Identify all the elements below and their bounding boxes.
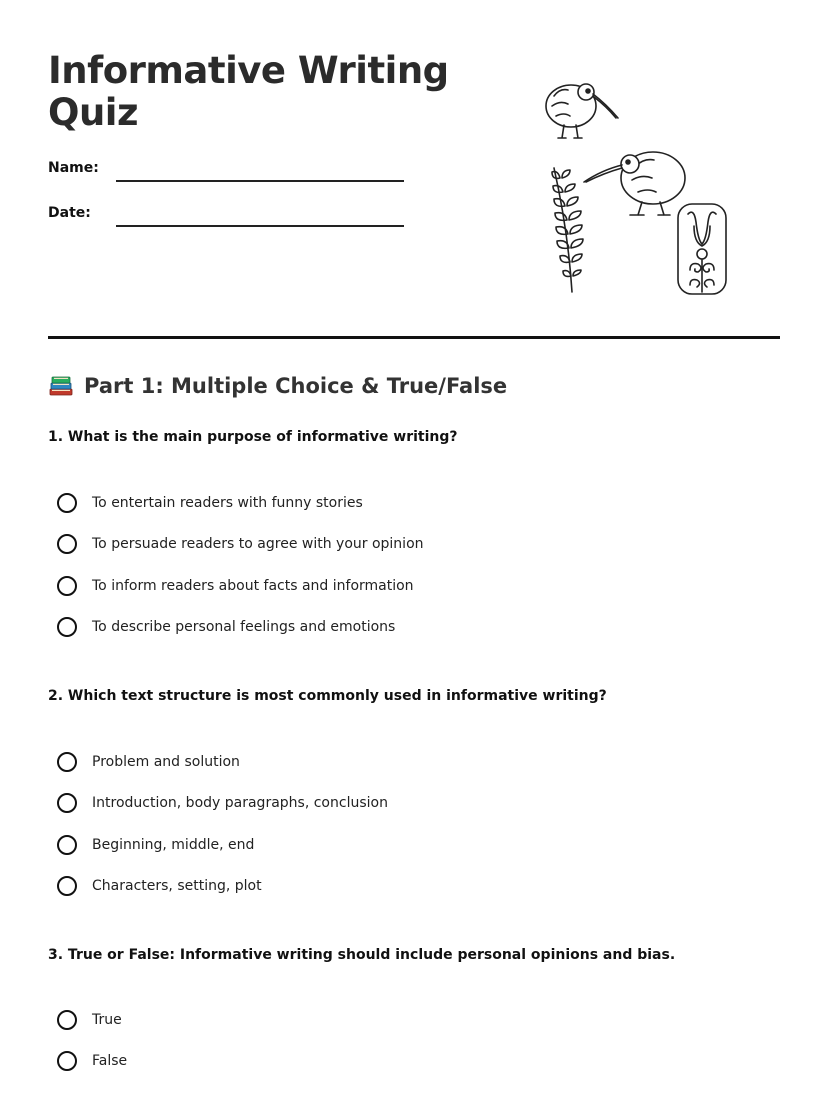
radio-button[interactable] — [57, 534, 77, 554]
title-line-1: Informative Writing — [48, 49, 449, 92]
option-label: False — [92, 1053, 128, 1069]
radio-button[interactable] — [57, 876, 77, 896]
section-divider — [48, 336, 780, 339]
option-label: True — [92, 1012, 122, 1028]
radio-button[interactable] — [57, 835, 77, 855]
question-2: 2. Which text structure is most commonly used in informative writing? — [48, 688, 607, 704]
kiwi-birds-fern-carving-illustration — [528, 70, 738, 302]
kiwi-bird-large-icon — [584, 152, 685, 215]
kiwi-bird-small-icon — [546, 84, 618, 138]
radio-button[interactable] — [57, 617, 77, 637]
question-3: 3. True or False: Informative writing should include personal opinions and bias. — [48, 947, 676, 963]
option-label: To inform readers about facts and information — [92, 578, 414, 594]
question-1-option-2[interactable] — [57, 532, 424, 556]
option-label: To describe personal feelings and emotions — [92, 619, 396, 635]
question-1-option-4[interactable] — [57, 615, 395, 639]
question-3-option-false[interactable] — [57, 1049, 127, 1073]
question-1-option-3[interactable] — [57, 574, 414, 598]
part-1-heading-text: Part 1: Multiple Choice & True/False — [84, 374, 508, 398]
part-1-heading — [48, 374, 507, 398]
option-label: Characters, setting, plot — [92, 878, 262, 894]
option-label: Introduction, body paragraphs, conclusion — [92, 795, 388, 811]
option-label: Beginning, middle, end — [92, 837, 255, 853]
question-2-option-3[interactable] — [57, 833, 254, 857]
option-label: To persuade readers to agree with your opinion — [92, 536, 424, 552]
question-3-option-true[interactable] — [57, 1008, 122, 1032]
radio-button[interactable] — [57, 576, 77, 596]
carved-panel-icon — [678, 204, 726, 294]
title-line-2: Quiz — [48, 91, 139, 134]
date-field[interactable] — [116, 225, 404, 227]
name-field[interactable] — [116, 180, 404, 182]
question-2-option-4[interactable] — [57, 874, 262, 898]
quiz-header — [0, 0, 828, 345]
question-2-option-2[interactable] — [57, 791, 388, 815]
radio-button[interactable] — [57, 752, 77, 772]
date-label: Date: — [48, 205, 91, 221]
question-2-option-1[interactable] — [57, 750, 240, 774]
page-title — [48, 50, 449, 134]
option-label: To entertain readers with funny stories — [92, 495, 363, 511]
question-1: 1. What is the main purpose of informative writing? — [48, 429, 458, 445]
radio-button[interactable] — [57, 1051, 77, 1071]
name-label: Name: — [48, 160, 99, 176]
fern-frond-icon — [552, 168, 583, 292]
radio-button[interactable] — [57, 493, 77, 513]
question-1-option-1[interactable] — [57, 491, 363, 515]
books-icon — [48, 374, 74, 398]
radio-button[interactable] — [57, 793, 77, 813]
option-label: Problem and solution — [92, 754, 240, 770]
radio-button[interactable] — [57, 1010, 77, 1030]
